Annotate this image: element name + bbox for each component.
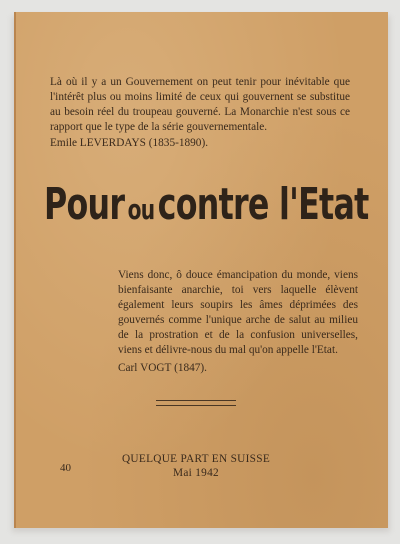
imprint — [116, 452, 276, 480]
divider-rule-bottom — [156, 405, 236, 406]
epigraph-vogt-text: Viens donc, ô douce émancipation du monde, viens bienfaisante anarchie, toi vers laquelle élèvent également leurs soupirs les âmes déprimées des gouvernés comme l'unique arche de salut au milieu de la prostration et de la confusion universelles, viens et délivre-nous du mal qu'on appelle l'Etat. — [118, 269, 358, 356]
epigraph-vogt-attribution: Carl VOGT (1847). — [118, 362, 208, 374]
title-word-ou: ou — [127, 193, 155, 226]
divider-rule-top — [156, 400, 236, 401]
page-number: 40 — [60, 462, 71, 474]
epigraph-leverdays-attribution: Emile LEVERDAYS (1835-1890). — [50, 137, 209, 149]
epigraph-leverdays-text: Là où il y a un Gouvernement on peut tenir pour inévitable que l'intérêt plus ou moins limité de ceux qui gouvernent se substitue au besoin réel du troupeau gouverné. La Monarchie n'est sous ce rapport que le type de la série gouvernementale. — [50, 76, 350, 133]
epigraph-leverdays — [50, 75, 350, 151]
title-word-pour: Pour — [44, 179, 125, 230]
pamphlet-cover — [14, 12, 388, 528]
epigraph-vogt — [118, 268, 358, 376]
imprint-place: QUELQUE PART EN SUISSE — [121, 453, 271, 465]
title-words-contre-l-etat: contre l'Etat — [157, 179, 369, 230]
pamphlet-title — [44, 179, 369, 239]
imprint-date: Mai 1942 — [172, 467, 219, 479]
